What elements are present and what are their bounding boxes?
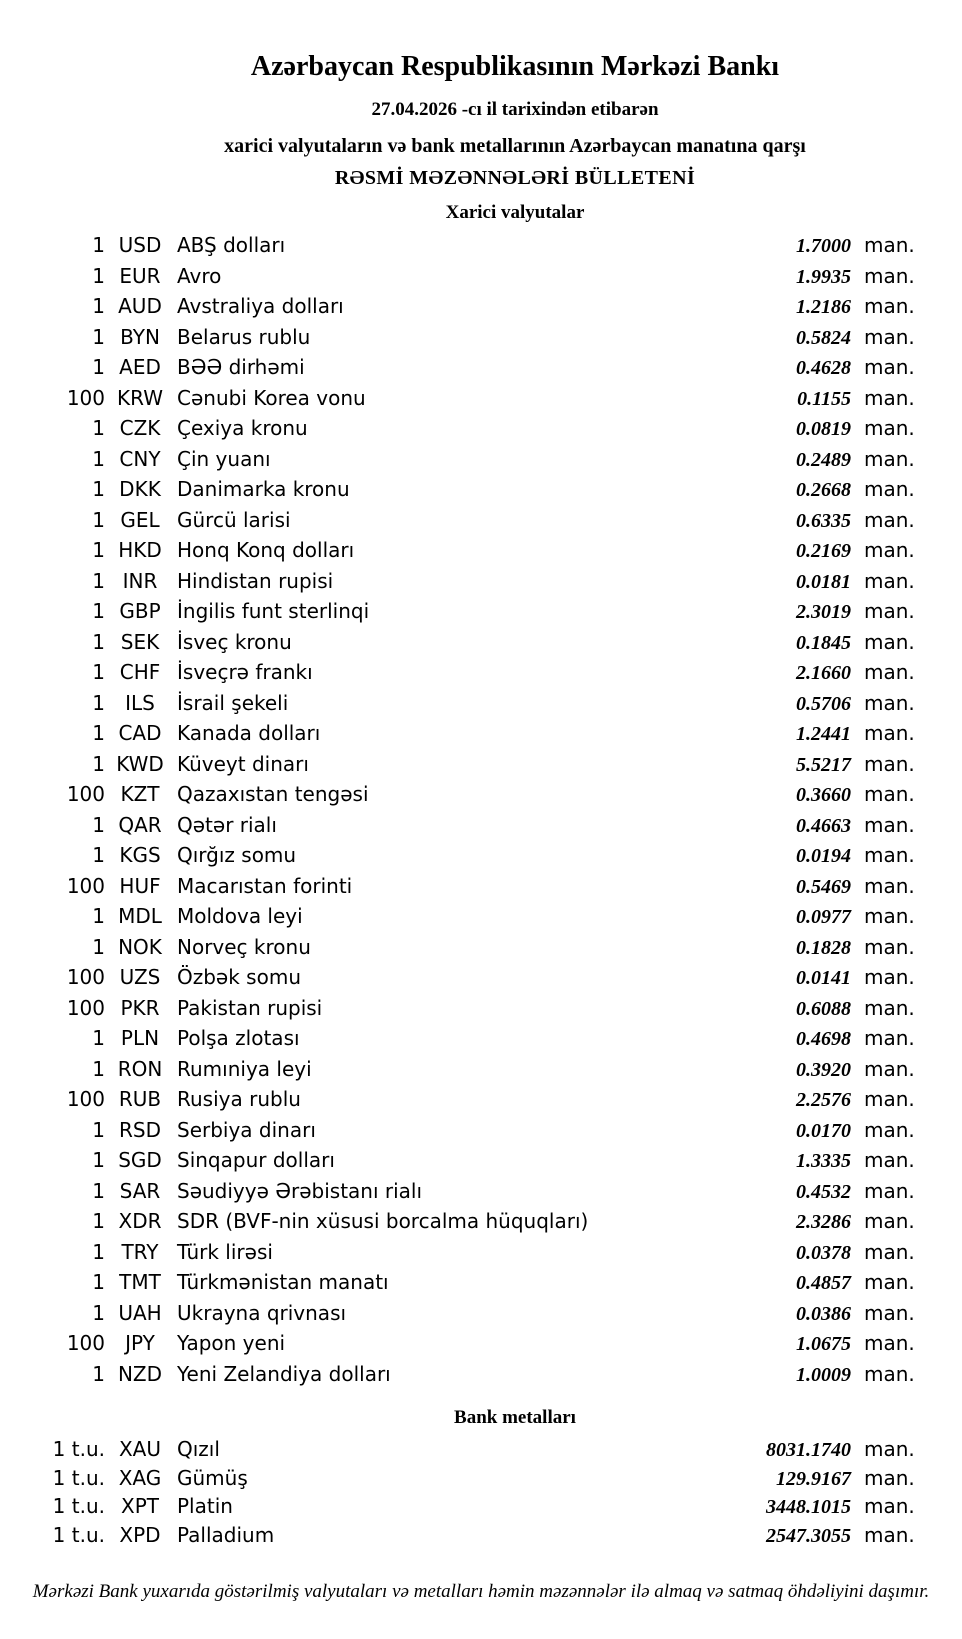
quantity-cell: 1 <box>92 721 105 745</box>
rate-cell: 8031.1740 <box>766 1439 851 1461</box>
currency-name-cell: Avstraliya dolları <box>177 294 344 318</box>
currency-row <box>0 1024 962 1055</box>
currency-code-cell: CHF <box>119 660 161 684</box>
currency-name-cell: Hindistan rupisi <box>177 568 334 593</box>
quantity-cell: 100 <box>66 1087 105 1111</box>
currency-code-cell: USD <box>118 233 162 257</box>
rate-cell: 0.5824 <box>796 326 851 349</box>
rate-cell: 0.4628 <box>796 357 851 379</box>
rate-cell: 2.1660 <box>796 662 851 684</box>
unit-cell: man. <box>864 751 915 776</box>
quantity-cell: 100 <box>66 873 105 898</box>
currency-name-cell: Cənubi Korea vonu <box>177 385 366 410</box>
currency-code-cell: GBP <box>119 599 161 623</box>
currency-code-cell: UAH <box>118 1300 162 1325</box>
unit-cell: man. <box>864 294 915 318</box>
metal-name-cell: Palladium <box>177 1522 275 1547</box>
currency-code-cell: TMT <box>119 1270 161 1294</box>
quantity-cell: 1 <box>92 568 105 593</box>
currency-code-cell: NOK <box>118 934 162 959</box>
currency-code-cell: RSD <box>119 1117 161 1142</box>
quantity-cell: 1 <box>92 1117 105 1142</box>
currency-code-cell: INR <box>122 568 158 593</box>
currency-name-cell: Polşa zlotası <box>177 1026 300 1050</box>
currency-name-cell: İngilis funt sterlinqi <box>177 599 370 623</box>
metal-row <box>0 1436 962 1465</box>
currency-row <box>0 1299 962 1330</box>
currency-row <box>0 658 962 689</box>
rate-cell: 2.3019 <box>796 601 851 623</box>
currency-name-cell: Qırğız somu <box>177 843 297 867</box>
currency-name-cell: Norveç kronu <box>177 934 311 959</box>
rate-cell: 0.3660 <box>796 784 851 806</box>
quantity-cell: 1 <box>92 934 105 959</box>
unit-cell: man. <box>864 1026 915 1050</box>
currency-row <box>0 994 962 1025</box>
rate-cell: 1.7000 <box>796 235 851 257</box>
bulletin-header <box>68 50 962 191</box>
currency-name-cell: Yapon yeni <box>177 1331 286 1355</box>
rate-cell: 0.4857 <box>796 1272 851 1294</box>
quantity-cell: 1 <box>92 1270 105 1294</box>
rate-cell: 1.2441 <box>796 723 851 745</box>
currency-name-cell: Səudiyyə Ərəbistanı rialı <box>177 1178 423 1203</box>
unit-cell: man. <box>864 599 915 623</box>
quantity-cell: 1 <box>92 812 105 837</box>
currency-row <box>0 689 962 720</box>
rate-cell: 0.0819 <box>796 418 851 440</box>
unit-cell: man. <box>864 690 915 715</box>
rate-cell: 0.0141 <box>796 967 851 989</box>
unit-cell: man. <box>864 904 915 928</box>
unit-cell: man. <box>864 446 915 471</box>
unit-cell: man. <box>864 1522 915 1547</box>
metals-section-title: Bank metalları <box>454 1407 576 1428</box>
currency-code-cell: HKD <box>118 538 162 562</box>
currency-name-cell: Özbək somu <box>177 965 301 989</box>
currency-row <box>0 933 962 964</box>
currencies-table <box>0 231 962 1390</box>
rate-cell: 129.9167 <box>776 1467 851 1490</box>
currency-name-cell: Sinqapur dolları <box>177 1148 335 1172</box>
bank-name-title: Azərbaycan Respublikasının Mərkəzi Bankı <box>250 51 780 82</box>
currency-code-cell: SGD <box>118 1148 162 1172</box>
unit-cell: man. <box>864 934 915 959</box>
currency-name-cell: Avro <box>177 263 222 288</box>
rate-cell: 1.2186 <box>796 296 851 318</box>
currency-name-cell: Türkmənistan manatı <box>177 1270 389 1294</box>
currency-code-cell: MDL <box>118 904 162 928</box>
currency-code-cell: CAD <box>118 721 162 745</box>
quantity-cell: 1 <box>92 355 105 379</box>
currency-row <box>0 963 962 994</box>
currency-row <box>0 1238 962 1269</box>
quantity-cell: 1 <box>92 446 105 471</box>
metal-code-cell: XPT <box>121 1494 159 1519</box>
metal-code-cell: XAU <box>118 1437 162 1461</box>
currency-code-cell: QAR <box>118 812 162 837</box>
rate-cell: 0.1155 <box>797 387 851 410</box>
metals-table <box>0 1436 962 1550</box>
quantity-cell: 1 <box>92 1026 105 1050</box>
currency-row <box>0 353 962 384</box>
currency-code-cell: AUD <box>118 294 162 318</box>
currency-code-cell: PKR <box>120 995 160 1020</box>
currency-row <box>0 1329 962 1360</box>
quantity-cell: 1 <box>92 233 105 257</box>
rate-cell: 2.3286 <box>796 1211 851 1233</box>
bulletin-subtitle: xarici valyutaların və bank metallarının Azərbaycan manatına qarşı <box>224 135 806 157</box>
currency-name-cell: İsveç kronu <box>177 629 292 654</box>
unit-cell: man. <box>864 965 915 989</box>
currency-name-cell: Pakistan rupisi <box>177 995 323 1020</box>
currency-code-cell: SAR <box>119 1178 161 1203</box>
unit-cell: man. <box>864 233 915 257</box>
currency-row <box>0 841 962 872</box>
effective-date: 27.04.2026 -cı il tarixindən etibarən <box>371 99 659 120</box>
quantity-cell: 1 <box>92 599 105 623</box>
unit-cell: man. <box>864 1465 915 1490</box>
bulletin-title: RƏSMİ MƏZƏNNƏLƏRİ BÜLLETENİ <box>334 167 696 189</box>
currency-name-cell: İsrail şekeli <box>177 690 289 715</box>
quantity-cell: 100 <box>66 782 105 806</box>
currency-name-cell: Serbiya dinarı <box>177 1117 316 1142</box>
quantity-cell: 1 t.u. <box>52 1522 105 1547</box>
currency-name-cell: Qazaxıstan tengəsi <box>177 782 369 806</box>
quantity-cell: 1 <box>92 263 105 288</box>
unit-cell: man. <box>864 721 915 745</box>
quantity-cell: 1 <box>92 324 105 349</box>
rate-cell: 0.0181 <box>796 570 851 593</box>
currency-name-cell: BƏƏ dirhəmi <box>177 355 305 379</box>
currency-row <box>0 780 962 811</box>
currency-name-cell: Rumıniya leyi <box>177 1056 312 1081</box>
currency-code-cell: AED <box>119 355 161 379</box>
currencies-section-title: Xarici valyutalar <box>445 202 585 223</box>
rate-cell: 0.2668 <box>796 479 851 501</box>
rate-cell: 0.5706 <box>796 692 851 715</box>
currency-code-cell: UZS <box>119 965 161 989</box>
rate-cell: 1.0675 <box>796 1333 851 1355</box>
quantity-cell: 100 <box>66 1331 105 1355</box>
unit-cell: man. <box>864 1437 915 1461</box>
quantity-cell: 1 <box>92 416 105 440</box>
rate-cell: 0.0977 <box>796 906 851 928</box>
unit-cell: man. <box>864 1087 915 1111</box>
rate-cell: 0.0194 <box>796 845 851 867</box>
currency-code-cell: JPY <box>125 1331 155 1355</box>
metal-code-cell: XPD <box>119 1522 161 1547</box>
rate-cell: 0.4698 <box>796 1028 851 1050</box>
currency-code-cell: BYN <box>120 324 160 349</box>
currency-name-cell: Ukrayna qrivnası <box>177 1300 347 1325</box>
unit-cell: man. <box>864 782 915 806</box>
rate-cell: 0.2489 <box>796 448 851 471</box>
quantity-cell: 100 <box>66 965 105 989</box>
rate-cell: 0.4663 <box>796 814 851 837</box>
unit-cell: man. <box>864 385 915 410</box>
unit-cell: man. <box>864 477 915 501</box>
quantity-cell: 1 <box>92 294 105 318</box>
currency-row <box>0 414 962 445</box>
currency-name-cell: ABŞ dolları <box>177 233 286 257</box>
quantity-cell: 1 <box>92 1300 105 1325</box>
currency-row <box>0 750 962 781</box>
unit-cell: man. <box>864 507 915 532</box>
rate-cell: 1.9935 <box>796 265 851 288</box>
currency-name-cell: Belarus rublu <box>177 324 311 349</box>
unit-cell: man. <box>864 995 915 1020</box>
currency-row <box>0 384 962 415</box>
currency-row <box>0 231 962 262</box>
currency-name-cell: Moldova leyi <box>177 904 303 928</box>
unit-cell: man. <box>864 873 915 898</box>
currency-code-cell: CNY <box>119 446 161 471</box>
unit-cell: man. <box>864 1494 915 1519</box>
currency-row <box>0 506 962 537</box>
quantity-cell: 1 <box>92 629 105 654</box>
currency-row <box>0 445 962 476</box>
unit-cell: man. <box>864 1300 915 1325</box>
quantity-cell: 100 <box>66 385 105 410</box>
quantity-cell: 1 <box>92 507 105 532</box>
unit-cell: man. <box>864 1117 915 1142</box>
disclaimer-text: Mərkəzi Bank yuxarıda göstərilmiş valyutaları və metalları həmin məzənnələr ilə almaq və satmaq öhdəliyini daşımır. <box>32 1581 930 1603</box>
unit-cell: man. <box>864 263 915 288</box>
rate-cell: 0.0386 <box>796 1302 851 1325</box>
currency-code-cell: ILS <box>125 690 155 715</box>
rate-cell: 0.6088 <box>796 997 851 1020</box>
currency-name-cell: Danimarka kronu <box>177 477 350 501</box>
currency-code-cell: KZT <box>120 782 160 806</box>
unit-cell: man. <box>864 416 915 440</box>
rate-cell: 0.5469 <box>796 875 851 898</box>
unit-cell: man. <box>864 1331 915 1355</box>
currency-row <box>0 1085 962 1116</box>
metal-row <box>0 1465 962 1494</box>
rate-cell: 0.4532 <box>796 1180 851 1203</box>
quantity-cell: 1 <box>92 1209 105 1233</box>
unit-cell: man. <box>864 629 915 654</box>
currency-row <box>0 1360 962 1391</box>
currency-code-cell: HUF <box>119 873 161 898</box>
currency-row <box>0 323 962 354</box>
currency-name-cell: Çin yuanı <box>177 446 271 471</box>
currency-row <box>0 536 962 567</box>
unit-cell: man. <box>864 355 915 379</box>
currency-name-cell: Çexiya kronu <box>177 416 308 440</box>
quantity-cell: 1 t.u. <box>52 1465 105 1490</box>
unit-cell: man. <box>864 324 915 349</box>
metal-row <box>0 1493 962 1522</box>
currency-name-cell: Macarıstan forinti <box>177 873 353 898</box>
currency-name-cell: Küveyt dinarı <box>177 751 309 776</box>
currency-row <box>0 475 962 506</box>
currency-name-cell: Türk lirəsi <box>177 1239 273 1264</box>
quantity-cell: 1 t.u. <box>52 1494 105 1519</box>
quantity-cell: 1 <box>92 690 105 715</box>
currency-code-cell: EUR <box>119 263 161 288</box>
currency-code-cell: CZK <box>119 416 161 440</box>
currency-row <box>0 1146 962 1177</box>
rate-cell: 0.0170 <box>796 1119 851 1142</box>
metal-name-cell: Platin <box>177 1494 233 1519</box>
currency-name-cell: Gürcü larisi <box>177 507 291 532</box>
currency-row <box>0 628 962 659</box>
unit-cell: man. <box>864 1239 915 1264</box>
rate-cell: 0.1845 <box>796 631 851 654</box>
currency-name-cell: Qətər rialı <box>177 812 277 837</box>
currency-row <box>0 719 962 750</box>
rate-cell: 0.3920 <box>796 1058 851 1081</box>
unit-cell: man. <box>864 1361 915 1386</box>
quantity-cell: 1 <box>92 477 105 501</box>
bulletin-page <box>0 50 962 1639</box>
unit-cell: man. <box>864 1270 915 1294</box>
metal-code-cell: XAG <box>118 1465 162 1490</box>
quantity-cell: 1 <box>92 1056 105 1081</box>
currency-row <box>0 902 962 933</box>
rate-cell: 0.1828 <box>796 936 851 959</box>
unit-cell: man. <box>864 1178 915 1203</box>
currency-code-cell: TRY <box>121 1239 159 1264</box>
currency-row <box>0 811 962 842</box>
currency-name-cell: İsveçrə frankı <box>177 660 313 684</box>
unit-cell: man. <box>864 812 915 837</box>
quantity-cell: 1 <box>92 660 105 684</box>
unit-cell: man. <box>864 1209 915 1233</box>
unit-cell: man. <box>864 843 915 867</box>
quantity-cell: 1 <box>92 1239 105 1264</box>
metal-name-cell: Qızıl <box>177 1437 220 1461</box>
quantity-cell: 1 <box>92 843 105 867</box>
rate-cell: 0.0378 <box>796 1241 851 1264</box>
quantity-cell: 1 <box>92 1361 105 1386</box>
rate-cell: 1.3335 <box>796 1150 851 1172</box>
quantity-cell: 1 t.u. <box>52 1437 105 1461</box>
currency-code-cell: KWD <box>116 751 164 776</box>
currency-row <box>0 292 962 323</box>
quantity-cell: 1 <box>92 751 105 776</box>
currency-row <box>0 262 962 293</box>
unit-cell: man. <box>864 1148 915 1172</box>
currency-code-cell: DKK <box>119 477 161 501</box>
currency-row <box>0 1116 962 1147</box>
currency-name-cell: SDR (BVF-nin xüsusi borcalma hüquqları) <box>177 1209 589 1233</box>
rate-cell: 0.6335 <box>796 509 851 532</box>
unit-cell: man. <box>864 660 915 684</box>
metal-row <box>0 1522 962 1551</box>
currency-code-cell: PLN <box>120 1026 160 1050</box>
currency-code-cell: KRW <box>117 385 163 410</box>
rate-cell: 3448.1015 <box>766 1496 851 1519</box>
currency-row <box>0 872 962 903</box>
currency-code-cell: KGS <box>119 843 161 867</box>
rate-cell: 0.2169 <box>796 540 851 562</box>
unit-cell: man. <box>864 538 915 562</box>
currency-code-cell: SEK <box>120 629 160 654</box>
unit-cell: man. <box>864 568 915 593</box>
metal-name-cell: Gümüş <box>177 1465 248 1490</box>
quantity-cell: 1 <box>92 904 105 928</box>
rate-cell: 5.5217 <box>796 753 851 776</box>
currency-code-cell: NZD <box>117 1361 163 1386</box>
currency-row <box>0 567 962 598</box>
currency-row <box>0 1268 962 1299</box>
currency-row <box>0 1055 962 1086</box>
rate-cell: 1.0009 <box>796 1363 851 1386</box>
quantity-cell: 1 <box>92 1178 105 1203</box>
currency-row <box>0 1207 962 1238</box>
currency-name-cell: Rusiya rublu <box>177 1087 301 1111</box>
currency-name-cell: Honq Konq dolları <box>177 538 355 562</box>
currency-code-cell: RON <box>117 1056 163 1081</box>
rate-cell: 2.2576 <box>796 1089 851 1111</box>
quantity-cell: 1 <box>92 538 105 562</box>
currency-code-cell: GEL <box>120 507 160 532</box>
unit-cell: man. <box>864 1056 915 1081</box>
currency-code-cell: RUB <box>118 1087 162 1111</box>
quantity-cell: 1 <box>92 1148 105 1172</box>
currency-name-cell: Yeni Zelandiya dolları <box>177 1361 391 1386</box>
currency-row <box>0 1177 962 1208</box>
currency-code-cell: XDR <box>118 1209 162 1233</box>
quantity-cell: 100 <box>66 995 105 1020</box>
currency-name-cell: Kanada dolları <box>177 721 321 745</box>
rate-cell: 2547.3055 <box>766 1524 851 1547</box>
currency-row <box>0 597 962 628</box>
